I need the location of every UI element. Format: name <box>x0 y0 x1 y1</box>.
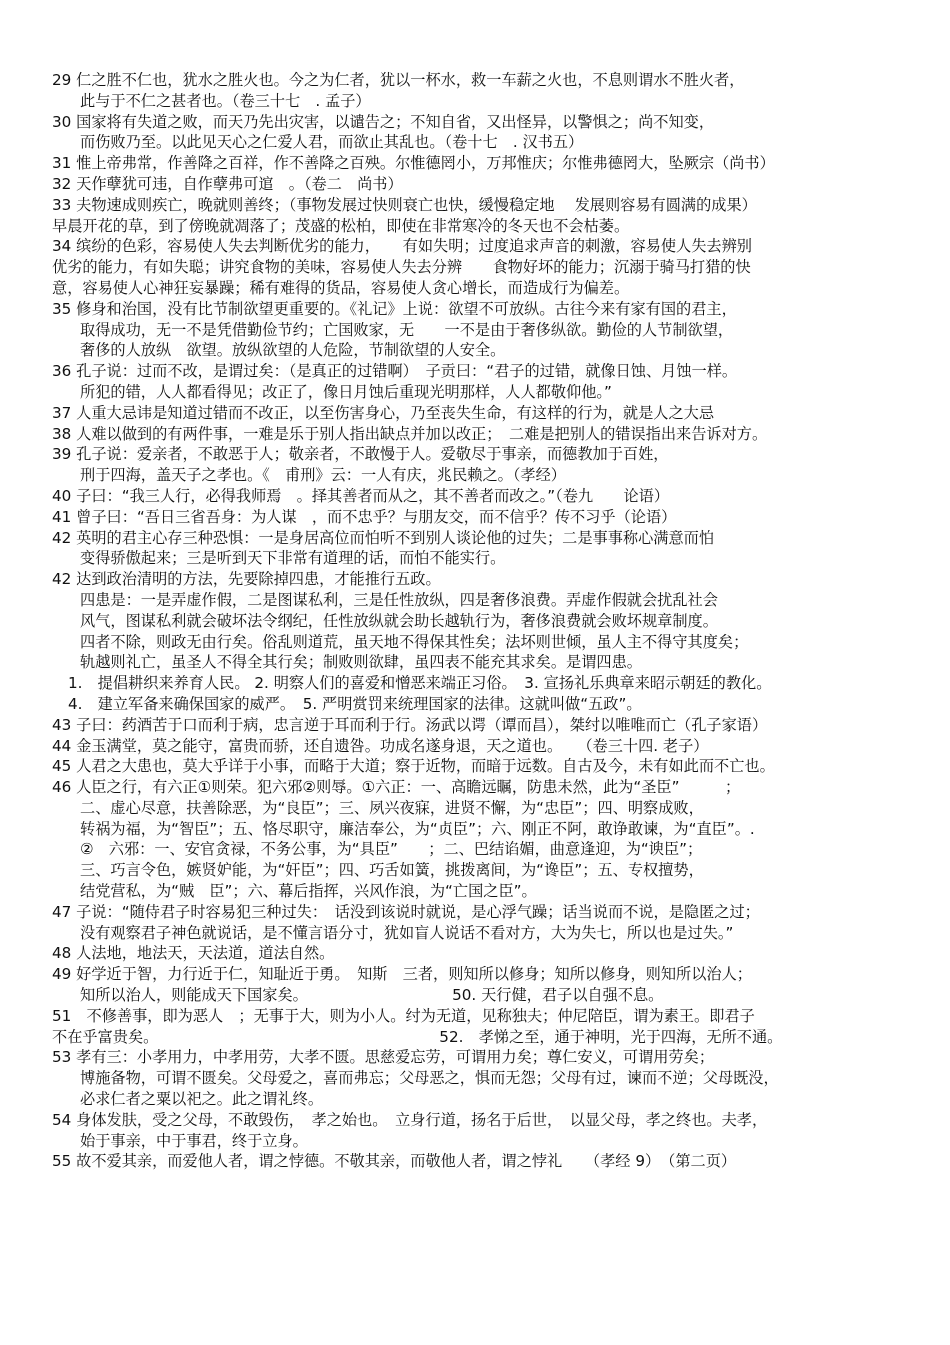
text-line: 四患是：一是弄虚作假，二是图谋私利，三是任性放纵，四是奢侈浪费。弄虚作假就会扰乱社会 <box>80 590 718 609</box>
text-line: 33 夫物速成则疾亡，晚就则善终；（事物发展过快则衰亡也快，缓慢稳定地 发展则容易有圆满的成果） <box>52 195 757 214</box>
text-line: 31 惟上帝弗常，作善降之百祥，作不善降之百殃。尔惟德罔小，万邦惟庆；尔惟弗德罔大，坠厥宗（尚书） <box>52 154 775 173</box>
text-line: 1. 提倡耕织来养育人民。 2. 明察人们的喜爱和憎恶来端正习俗。 3. 宣扬礼乐典章来昭示朝廷的教化。 <box>68 674 772 693</box>
text-line: 32 天作孽犹可违，自作孽弗可逭 。（卷二 尚书） <box>52 174 403 193</box>
text-line: 优劣的能力，有如失聪；讲究食物的美味，容易使人失去分辨 食物好坏的能力；沉溺于骑马打猎的快 <box>52 258 751 277</box>
text-line: 53 孝有三：小孝用力，中孝用劳，大孝不匮。思慈爱忘劳，可谓用力矣；尊仁安义，可谓用劳矣； <box>52 1048 715 1067</box>
text-line: 必求仁者之粟以祀之。此之谓礼终。 <box>80 1090 323 1109</box>
text-line: 44 金玉满堂，莫之能守，富贵而骄，还自遗咎。功成名遂身退，天之道也。 （卷三十四. 老子） <box>52 736 709 755</box>
text-line: 此与于不仁之甚者也。（卷三十七 . 孟子） <box>80 91 371 110</box>
text-line: 奢侈的人放纵 欲望。放纵欲望的人危险，节制欲望的人安全。 <box>80 341 506 360</box>
text-line: 36 孔子说：过而不改，是谓过矣：（是真正的过错啊） 子贡曰：“君子的过错，就像日蚀、月蚀一样。 <box>52 362 738 381</box>
text-line: 刑于四海，盖天子之孝也。《 甫刑》云：一人有庆，兆民赖之。（孝经） <box>80 466 566 485</box>
text-line: 54 身体发肤，受之父母，不敢毁伤， 孝之始也。 立身行道，扬名于后世， 以显父母，孝之终也。夫孝， <box>52 1110 768 1129</box>
text-line: 二、虚心尽意，扶善除恶，为“良臣”；三、夙兴夜寐，进贤不懈，为“忠臣”；四、明察成败， <box>80 798 704 817</box>
text-line: 29 仁之胜不仁也，犹水之胜火也。今之为仁者，犹以一杯水，救一车薪之火也，不息则谓水不胜火者， <box>52 71 745 89</box>
text-line: 早晨开花的草，到了傍晚就凋落了；茂盛的松柏，即使在非常寒冷的冬天也不会枯萎。 <box>52 216 630 235</box>
text-line: 49 好学近于智，力行近于仁，知耻近于勇。 知斯 三者，则知所以修身；知所以修身，则知所以治人； <box>52 965 752 984</box>
text-line: 40 子曰：“我三人行，必得我师焉 。择其善者而从之，其不善者而改之。”（卷九 论语） <box>52 486 670 505</box>
text-line: 四者不除，则政无由行矣。俗乱则道荒，虽天地不得保其性矣；法坏则世倾，虽人主不得守其度矣； <box>80 632 749 651</box>
text-line: ② 六邪：一、安官贪禄，不务公事，为“具臣” ；二、巴结谄媚，曲意逢迎，为“谀臣”； <box>80 840 703 859</box>
text-line: 38 人难以做到的有两件事，一难是乐于别人指出缺点并加以改正； 二难是把别人的错误指出来告诉对方。 <box>52 424 768 443</box>
text-line: 37 人重大忌讳是知道过错而不改正，以至伤害身心，乃至丧失生命，有这样的行为，就是人之大忌 <box>52 403 715 422</box>
text-line: 结党营私，为“贼 臣”；六、幕后指挥，兴风作浪，为“亡国之臣”。 <box>80 882 537 901</box>
text-line: 43 子曰：药酒苦于口而利于病，忠言逆于耳而利于行。汤武以谔（谭而昌），桀纣以唯唯而亡（孔子家语） <box>52 715 768 734</box>
text-line: 轨越则礼亡，虽圣人不得全其行矣；制败则欲肆，虽四表不能充其求矣。是谓四患。 <box>80 653 642 672</box>
text-line: 30 国家将有失道之败，而天乃先出灾害，以谴告之；不知自省，又出怪异，以警惧之；尚不知变， <box>52 112 715 131</box>
text-line: 39 孔子说：爱亲者，不敢恶于人；敬亲者，不敢慢于人。爱敬尽于事亲，而德教加于百姓， <box>52 445 669 464</box>
text-line: 4. 建立军备来确保国家的威严。 5. 严明赏罚来统理国家的法律。这就叫做“五政”。 <box>68 694 642 713</box>
text-line: 风气，图谋私利就会破坏法令纲纪，任性放纵就会助长越轨行为，奢侈浪费就会败坏规章制度。 <box>80 611 718 630</box>
text-line: 取得成功，无一不是凭借勤俭节约；亡国败家，无 一不是由于奢侈纵欲。勤俭的人节制欲望， <box>80 320 734 339</box>
text-line: 变得骄傲起来；三是听到天下非常有道理的话，而怕不能实行。 <box>80 549 506 568</box>
text-line: 博施备物，可谓不匮矣。父母爱之，喜而弗忘；父母恶之，惧而无怨；父母有过，谏而不逆；父母既没， <box>80 1069 779 1088</box>
text-line: 48 人法地，地法天，天法道，道法自然。 <box>52 944 335 963</box>
text-line: 46 人臣之行，有六正①则荣。犯六邪②则辱。①六正：一、高瞻远瞩，防患未然，此为“圣臣” ； <box>52 778 741 797</box>
text-line: 42 英明的君主心存三种恐惧：一是身居高位而怕听不到别人谈论他的过失；二是事事称心满意而怕 <box>52 528 715 547</box>
text-line: 没有观察君子神色就说话，是不懂言语分寸，犹如盲人说话不看对方，大为失七，所以也是过失。” <box>80 923 734 942</box>
text-line: 47 子说：“随侍君子时容易犯三种过失： 话没到该说时就说，是心浮气躁；话当说而不说，是隐匿之过； <box>52 902 760 921</box>
text-line: 而伤败乃至。以此见天心之仁爱人君，而欲止其乱也。（卷十七 . 汉书五） <box>80 133 584 152</box>
text-line: 不在乎富贵矣。 52. 孝悌之至，通于神明，光于四海，无所不通。 <box>52 1027 783 1046</box>
text-line: 41 曾子曰：“吾日三省吾身：为人谋 ，而不忠乎？与朋友交，而不信乎？传不习乎（论语） <box>52 507 677 526</box>
text-line: 转祸为福，为“智臣”；五、恪尽职守，廉洁奉公，为“贞臣”；六、刚正不阿，敢诤敢谏，为“直臣”。. <box>80 819 755 838</box>
text-line: 所犯的错，人人都看得见；改正了，像日月蚀后重现光明那样，人人都敬仰他。” <box>80 382 612 401</box>
text-line: 34 缤纷的色彩，容易使人失去判断优劣的能力， 有如失明；过度追求声音的刺激，容易使人失去辨别 <box>52 237 752 256</box>
text-line: 55 故不爱其亲，而爱他人者，谓之悖德。不敬其亲，而敬他人者，谓之悖礼 （孝经 9） （第二页） <box>52 1152 737 1171</box>
text-line: 始于事亲，中于事君，终于立身。 <box>80 1131 308 1150</box>
text-line: 35 修身和治国，没有比节制欲望更重要的。《礼记》上说：欲望不可放纵。古往今来有家有国的君主， <box>52 299 737 318</box>
text-line: 45 人君之大患也，莫大乎详于小事，而略于大道；察于近物，而暗于远数。自古及今，未有如此而不亡也。 <box>52 757 775 776</box>
text-line: 三、巧言令色，嫉贤妒能，为“奸臣”；四、巧舌如簧，挑拨离间，为“谗臣”；五、专权擅势， <box>80 861 704 880</box>
text-line: 意，容易使人心神狂妄暴躁；稀有难得的货品，容易使人贪心增长，而造成行为偏差。 <box>52 278 630 297</box>
text-line: 知所以治人，则能成天下国家矣。 50. 天行健，君子以自强不息。 <box>80 986 664 1005</box>
text-line: 51 不修善事，即为恶人 ；无事于大，则为小人。纣为无道，见称独夫；仲尼陪臣，谓为素王。即君子 <box>52 1006 755 1025</box>
text-line: 42 达到政治清明的方法，先要除掉四患，才能推行五政。 <box>52 570 441 589</box>
